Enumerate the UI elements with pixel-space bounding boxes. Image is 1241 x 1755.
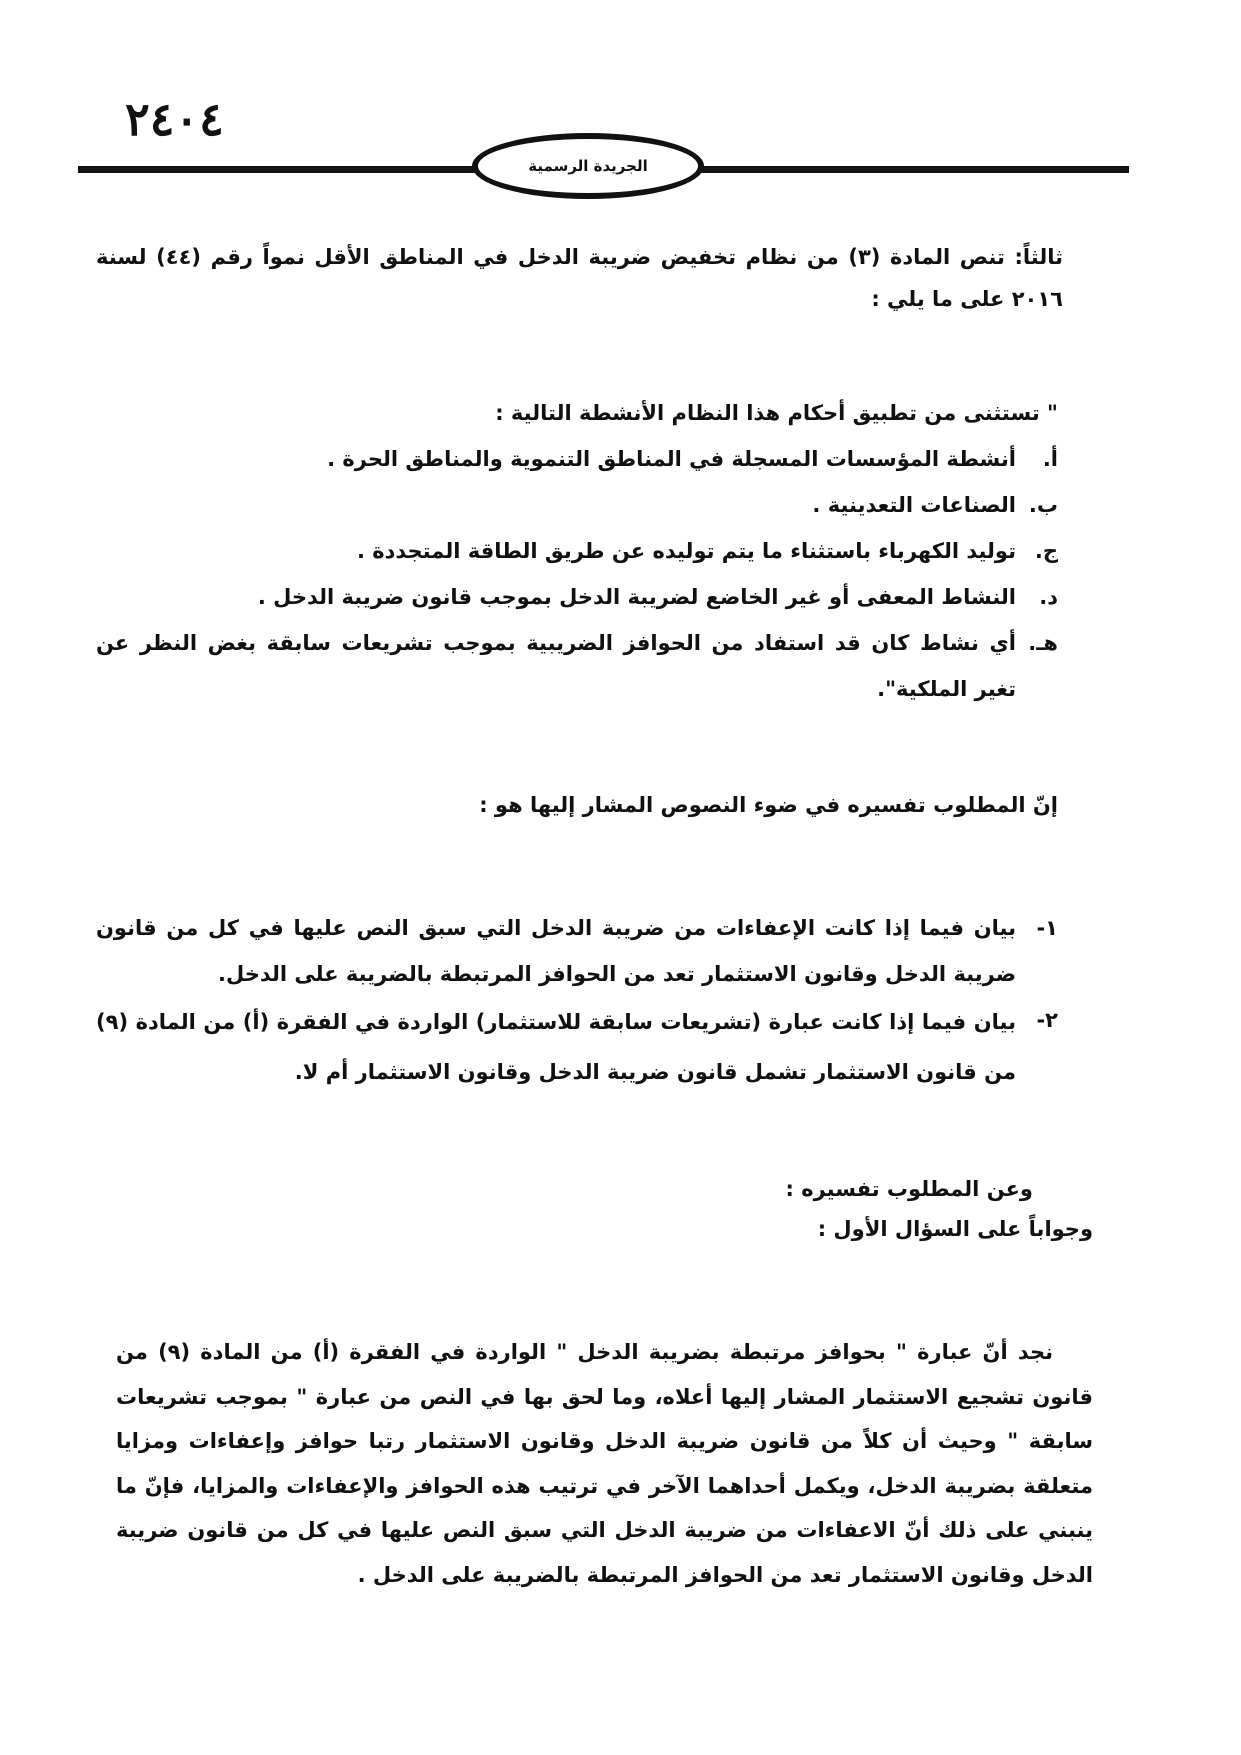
list-marker: د. bbox=[1039, 585, 1058, 609]
publication-title: الجريدة الرسمية bbox=[528, 157, 648, 175]
questions-list bbox=[96, 905, 1058, 1097]
question-item bbox=[96, 997, 1058, 1097]
intro-paragraph: ثالثاً: تنص المادة (٣) من نظام تخفيض ضريبة الدخل في المناطق الأقل نمواً رقم (٤٤) لسنة ٢٠١٦ على ما يلي : bbox=[96, 245, 1063, 311]
list-item bbox=[96, 528, 1058, 574]
page-number: ٢٤٠٤ bbox=[125, 92, 224, 146]
quoted-article-heading: " تستثنى من تطبيق أحكام هذا النظام الأنشطة التالية : bbox=[495, 401, 1058, 425]
list-marker: ج. bbox=[1034, 539, 1058, 563]
publication-title-badge bbox=[472, 133, 704, 199]
list-item bbox=[96, 620, 1058, 712]
question-item bbox=[96, 905, 1058, 997]
question-text: بيان فيما إذا كانت الإعفاءات من ضريبة الدخل التي سبق النص عليها في كل من قانون ضريبة الدخل وقانون الاستثمار تعد من الحوافز المرتبطة بالضريبة على الدخل. bbox=[96, 916, 1016, 986]
answer-paragraph: نجد أنّ عبارة " بحوافز مرتبطة بضريبة الدخل " الواردة في الفقرة (أ) من المادة (٩) من قانون تشجيع الاستثمار المشار إليها أعلاه، وما لحق بها في النص من عبارة " بموجب تشريعات سابقة " وحيث أن كلاً من قانون ضريبة الدخل وقانون الاستثمار رتبا حوافز وإعفاءات ومزايا متعلقة بضريبة الدخل، ويكمل أحداهما الآخر في ترتيب هذه الحوافز والإعفاءات والمزايا، فإنّ ما ينبني على ذلك أنّ الاعفاءات من ضريبة الدخل التي سبق النص عليها في كل من قانون ضريبة الدخل وقانون الاستثمار تعد من الحوافز المرتبطة بالضريبة على الدخل . bbox=[116, 1340, 1093, 1587]
question-number: ١- bbox=[1036, 916, 1058, 940]
question-number: ٢- bbox=[1036, 1008, 1058, 1032]
list-marker: أ. bbox=[1042, 447, 1058, 471]
quoted-article-list bbox=[96, 436, 1058, 712]
list-item bbox=[96, 574, 1058, 620]
list-item-text: توليد الكهرباء باستثناء ما يتم توليده عن طريق الطاقة المتجددة . bbox=[356, 539, 1016, 563]
answer-heading: وعن المطلوب تفسيره : bbox=[785, 1177, 1033, 1201]
list-item bbox=[96, 436, 1058, 482]
required-interpretation-heading: إنّ المطلوب تفسيره في ضوء النصوص المشار إليها هو : bbox=[479, 793, 1058, 817]
answer-subheading: وجواباً على السؤال الأول : bbox=[817, 1217, 1093, 1241]
list-item-text: أنشطة المؤسسات المسجلة في المناطق التنموية والمناطق الحرة . bbox=[327, 447, 1016, 471]
question-text: بيان فيما إذا كانت عبارة (تشريعات سابقة للاستثمار) الواردة في الفقرة (أ) من المادة (٩) من قانون الاستثمار تشمل قانون ضريبة الدخل وقانون الاستثمار أم لا. bbox=[96, 1010, 1016, 1084]
list-item-text: النشاط المعفى أو غير الخاضع لضريبة الدخل بموجب قانون ضريبة الدخل . bbox=[257, 585, 1016, 609]
list-item-text: أي نشاط كان قد استفاد من الحوافز الضريبية بموجب تشريعات سابقة بغض النظر عن تغير الملكية". bbox=[96, 631, 1016, 701]
list-marker: هـ. bbox=[1028, 631, 1058, 655]
list-item bbox=[96, 482, 1058, 528]
list-item-text: الصناعات التعدينية . bbox=[812, 493, 1016, 517]
list-marker: ب. bbox=[1028, 493, 1058, 517]
